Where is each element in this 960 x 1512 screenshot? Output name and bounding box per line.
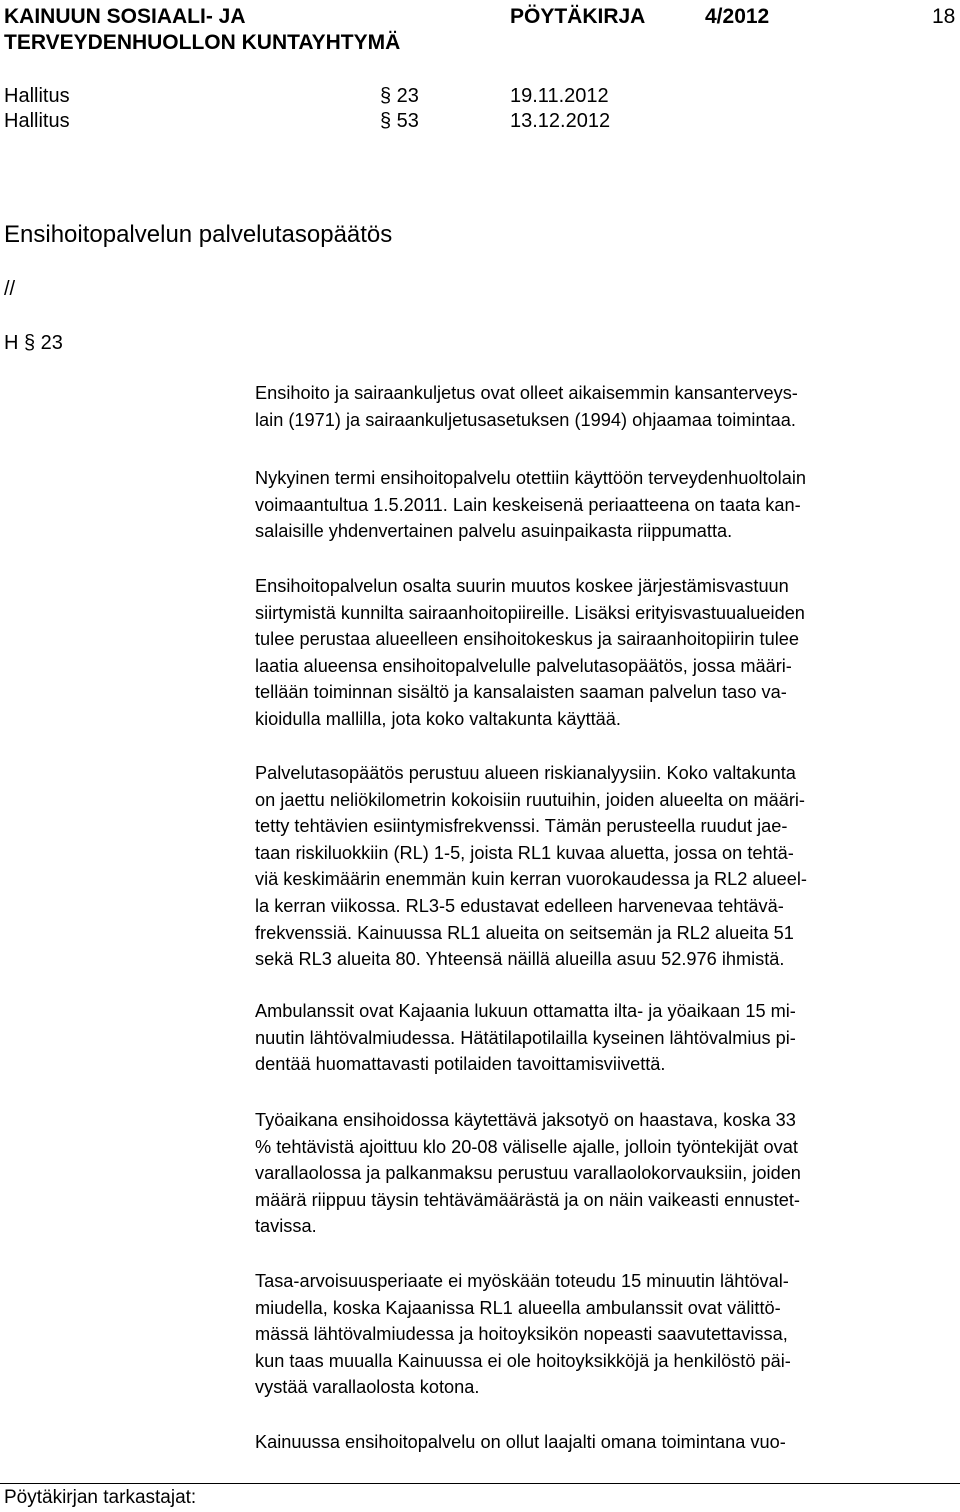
text-line: frekvenssiä. Kainuussa RL1 alueita on seitsemän ja RL2 alueita 51	[255, 922, 794, 943]
paragraph-4	[255, 760, 955, 973]
paragraph-3	[255, 573, 955, 733]
reference-mark: //	[4, 278, 16, 300]
text-line: sekä RL3 alueita 80. Yhteensä näillä alueilla asuu 52.976 ihmistä.	[255, 949, 785, 970]
meeting-date: 19.11.2012	[510, 85, 609, 107]
text-line: dentää huomattavasti potilaiden tavoittamisviivettä.	[255, 1054, 666, 1075]
text-line: nuutin lähtövalmiudessa. Hätätilapotilailla kyseinen lähtövalmius pi-	[255, 1027, 796, 1048]
text-line: laatia alueensa ensihoitopalvelulle palvelutasopäätös, jossa määri-	[255, 655, 792, 676]
footer-divider	[0, 1483, 960, 1484]
text-line: la kerran viikossa. RL3-5 edustavat edelleen harvenevaa tehtävä-	[255, 895, 784, 916]
text-line: kun taas muualla Kainuussa ei ole hoitoyksikköjä ja henkilöstö päi-	[255, 1350, 791, 1371]
meeting-section: § 23	[380, 85, 419, 107]
paragraph-7	[255, 1268, 955, 1401]
text-line: siirtymistä kunnilta sairaanhoitopiireille. Lisäksi erityisvastuualueiden	[255, 602, 805, 623]
paragraph-2	[255, 465, 955, 545]
meeting-body: Hallitus	[4, 85, 70, 107]
organization-name-line2: TERVEYDENHUOLLON KUNTAYHTYMÄ	[4, 31, 401, 54]
text-line: voimaantultua 1.5.2011. Lain keskeisenä periaatteena on taata kan-	[255, 494, 801, 515]
text-line: % tehtävistä ajoittuu klo 20-08 väliselle ajalle, jolloin työntekijät ovat	[255, 1136, 798, 1157]
text-line: Nykyinen termi ensihoitopalvelu otettiin käyttöön terveydenhuoltolain	[255, 468, 806, 488]
paragraph-8	[255, 1429, 955, 1456]
page-number: 18	[932, 5, 956, 28]
text-line: määrä riippuu täysin tehtävämäärästä ja on näin vaikeasti ennustet-	[255, 1189, 800, 1210]
text-line: tavissa.	[255, 1216, 317, 1237]
text-line: vystää varallaolosta kotona.	[255, 1377, 480, 1398]
document-number: 4/2012	[705, 5, 770, 28]
document-title: Ensihoitopalvelun palvelutasopäätös	[4, 221, 393, 248]
text-line: mässä lähtövalmiudessa ja hoitoyksikön nopeasti saavutettavissa,	[255, 1324, 788, 1345]
text-line: miudella, koska Kajaanissa RL1 alueella ambulanssit ovat välittö-	[255, 1297, 781, 1318]
text-line: taan riskiluokkiin (RL) 1-5, joista RL1 kuvaa aluetta, jossa on tehtä-	[255, 842, 794, 863]
paragraph-6	[255, 1107, 955, 1240]
meeting-date: 13.12.2012	[510, 110, 611, 132]
text-line: Ensihoito ja sairaankuljetus ovat olleet aikaisemmin kansanterveys-	[255, 383, 798, 403]
text-line: tulee perustaa alueelleen ensihoitokeskus ja sairaanhoitopiirin tulee	[255, 629, 799, 650]
text-line: varallaolossa ja palkanmaksu perustuu varallaolokorvauksiin, joiden	[255, 1163, 801, 1184]
paragraph-1	[255, 380, 955, 433]
text-line: on jaettu neliökilometrin kokoisiin ruutuihin, joiden alueelta on määri-	[255, 789, 805, 810]
text-line: tetty tehtävien esiintymisfrekvenssi. Tämän perusteella ruudut jae-	[255, 816, 788, 837]
text-line: kioidulla mallilla, jota koko valtakunta käyttää.	[255, 708, 621, 729]
document-type: PÖYTÄKIRJA	[510, 5, 646, 28]
text-line: Tasa-arvoisuusperiaate ei myöskään toteudu 15 minuutin lähtöval-	[255, 1271, 789, 1291]
meeting-section: § 53	[380, 110, 419, 132]
paragraph-5	[255, 998, 955, 1078]
item-reference: H § 23	[4, 332, 63, 354]
text-line: tellään toiminnan sisältö ja kansalaisten saaman palvelun taso va-	[255, 682, 787, 703]
text-line: Ensihoitopalvelun osalta suurin muutos koskee järjestämisvastuun	[255, 576, 789, 596]
meeting-body: Hallitus	[4, 110, 70, 132]
reviewers-label: Pöytäkirjan tarkastajat:	[4, 1487, 197, 1508]
text-line: salaisille yhdenvertainen palvelu asuinpaikasta riippumatta.	[255, 521, 733, 542]
text-line: lain (1971) ja sairaankuljetusasetuksen (1994) ohjaamaa toimintaa.	[255, 409, 796, 430]
organization-name-line1: KAINUUN SOSIAALI- JA	[4, 5, 246, 28]
text-line: Ambulanssit ovat Kajaania lukuun ottamatta ilta- ja yöaikaan 15 mi-	[255, 1001, 796, 1021]
text-line: viä keskimäärin enemmän kuin kerran vuorokaudessa ja RL2 alueel-	[255, 869, 807, 890]
text-line: Työaikana ensihoidossa käytettävä jaksotyö on haastava, koska 33	[255, 1110, 796, 1130]
text-line: Kainuussa ensihoitopalvelu on ollut laajalti omana toimintana vuo-	[255, 1432, 786, 1452]
text-line: Palvelutasopäätös perustuu alueen riskianalyysiin. Koko valtakunta	[255, 763, 796, 783]
